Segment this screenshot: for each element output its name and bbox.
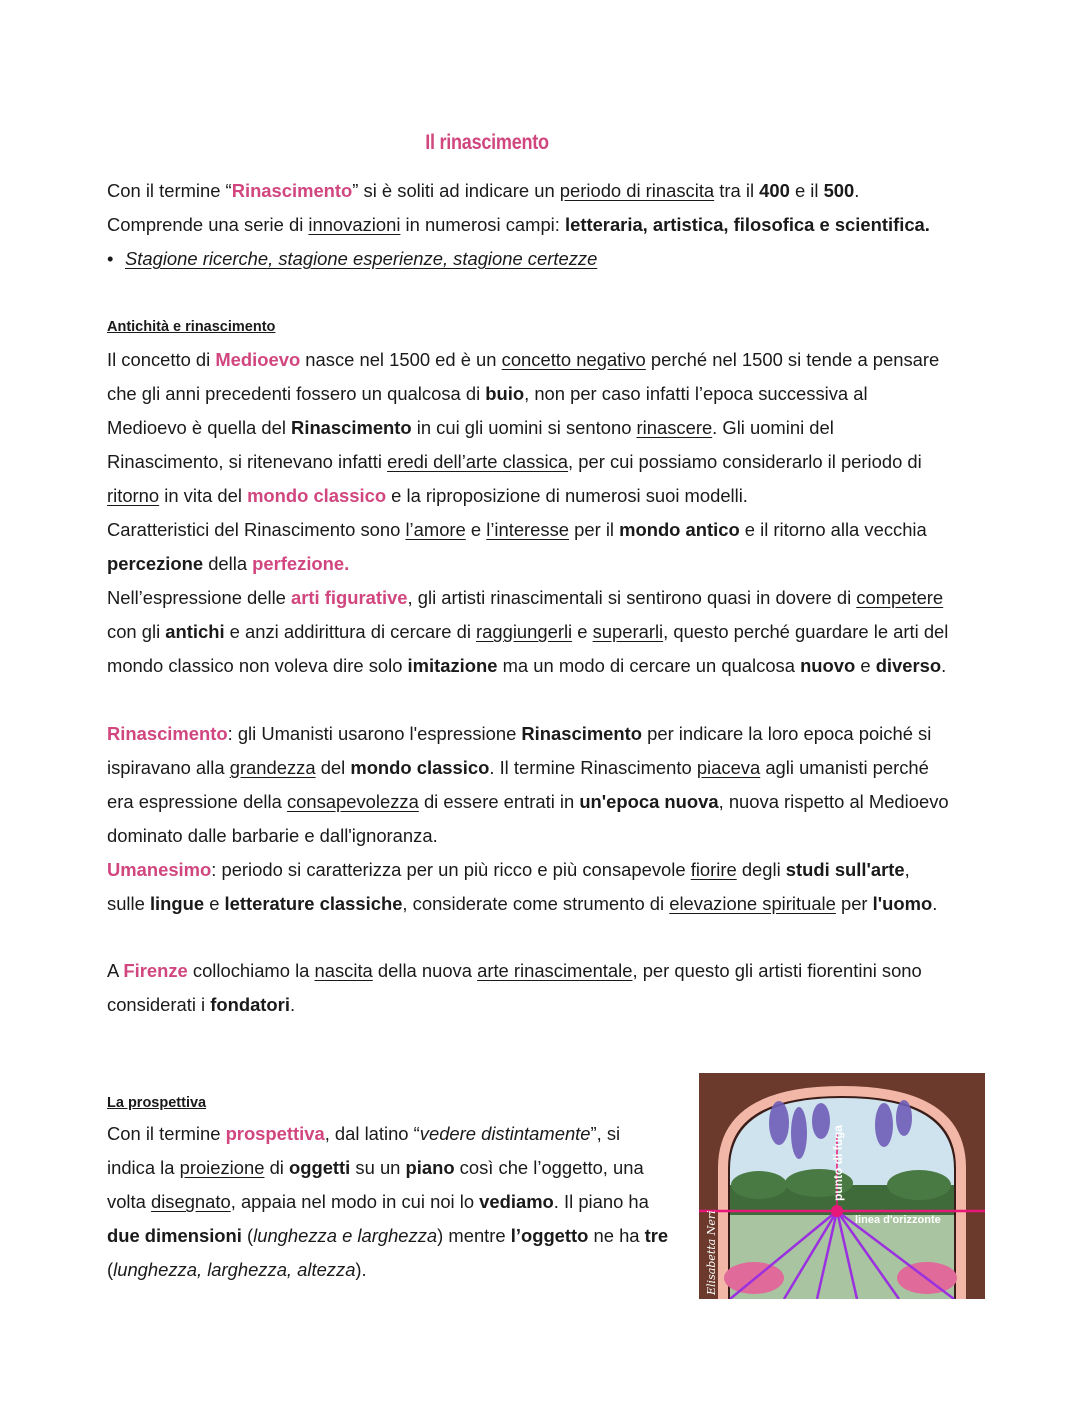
s2-line-1: Rinascimento: gli Umanisti usarono l'espressione Rinascimento per indicare la loro epoca poiché si bbox=[107, 723, 932, 744]
s3-line-2: considerati i fondatori. bbox=[107, 994, 296, 1015]
section-heading-prospettiva: La prospettiva bbox=[107, 1095, 207, 1111]
s2-line-3: era espressione della consapevolezza di essere entrati in un'epoca nuova, nuova rispetto al Medioevo bbox=[107, 791, 949, 812]
s4-line-4: due dimensioni (lunghezza e larghezza) mentre l’oggetto ne ha tre bbox=[107, 1225, 669, 1246]
s2-line-6: sulle lingue e letterature classiche, considerate come strumento di elevazione spirituale per l'uomo. bbox=[107, 893, 938, 914]
page-title: Il rinascimento bbox=[425, 131, 549, 154]
s1-line-6: Caratteristici del Rinascimento sono l’amore e l’interesse per il mondo antico e il ritorno alla vecchia bbox=[107, 519, 927, 540]
s2-line-4: dominato dalle barbarie e dall'ignoranza. bbox=[107, 825, 438, 846]
s1-line-10: mondo classico non voleva dire solo imitazione ma un modo di cercare un qualcosa nuovo e diverso. bbox=[107, 655, 947, 676]
s2-line-5: Umanesimo: periodo si caratterizza per un più ricco e più consapevole fiorire degli studi sull'arte, bbox=[107, 859, 910, 880]
s1-line-8: Nell’espressione delle arti figurative, gli artisti rinascimentali si sentirono quasi in dovere di competere bbox=[107, 587, 944, 608]
s1-line-1: Il concetto di Medioevo nasce nel 1500 ed è un concetto negativo perché nel 1500 si tende a pensare bbox=[107, 349, 940, 370]
s1-line-3: Medioevo è quella del Rinascimento in cui gli uomini si sentono rinascere. Gli uomini del bbox=[107, 417, 834, 438]
s1-line-5: ritorno in vita del mondo classico e la riproposizione di numerosi suoi modelli. bbox=[107, 485, 748, 506]
perspective-illustration bbox=[699, 1073, 985, 1299]
s4-line-2: indica la proiezione di oggetti su un piano così che l’oggetto, una bbox=[107, 1157, 644, 1178]
s3-line-1: A Firenze collochiamo la nascita della nuova arte rinascimentale, per questo gli artisti fiorentini sono bbox=[107, 960, 922, 981]
intro-line-2: Comprende una serie di innovazioni in numerosi campi: letteraria, artistica, filosofica e scientifica. bbox=[107, 214, 930, 235]
s1-line-7: percezione della perfezione. bbox=[107, 553, 350, 574]
s1-line-2: che gli anni precedenti fossero un qualcosa di buio, non per caso infatti l’epoca successiva al bbox=[107, 383, 868, 404]
s1-line-9: con gli antichi e anzi addirittura di cercare di raggiungerli e superarli, questo perché guardare le arti del bbox=[107, 621, 949, 642]
horizon-label: linea d'orizzonte bbox=[855, 1214, 941, 1226]
perspective-drawing bbox=[699, 1073, 985, 1299]
s4-line-5: (lunghezza, larghezza, altezza). bbox=[107, 1259, 367, 1280]
intro-line-1: Con il termine “Rinascimento” si è soliti ad indicare un periodo di rinascita tra il 400 e il 500. bbox=[107, 180, 860, 201]
vanishing-point bbox=[831, 1205, 843, 1217]
s4-line-3: volta disegnato, appaia nel modo in cui noi lo vediamo. Il piano ha bbox=[107, 1191, 649, 1212]
bullet-icon: • bbox=[107, 248, 114, 269]
s2-line-2: ispiravano alla grandezza del mondo classico. Il termine Rinascimento piaceva agli umanisti perché bbox=[107, 757, 929, 778]
s4-line-1: Con il termine prospettiva, dal latino “vedere distintamente”, si bbox=[107, 1123, 621, 1144]
section-heading-antichita: Antichità e rinascimento bbox=[107, 319, 276, 335]
intro-bullet: • Stagione ricerche, stagione esperienze, stagione certezze bbox=[107, 242, 597, 276]
s1-line-4: Rinascimento, si ritenevano infatti eredi dell’arte classica, per cui possiamo considerarlo il periodo di bbox=[107, 451, 922, 472]
signature: Elisabetta Neri bbox=[705, 1210, 718, 1295]
vanishing-label: punto di fuga bbox=[831, 1125, 845, 1201]
